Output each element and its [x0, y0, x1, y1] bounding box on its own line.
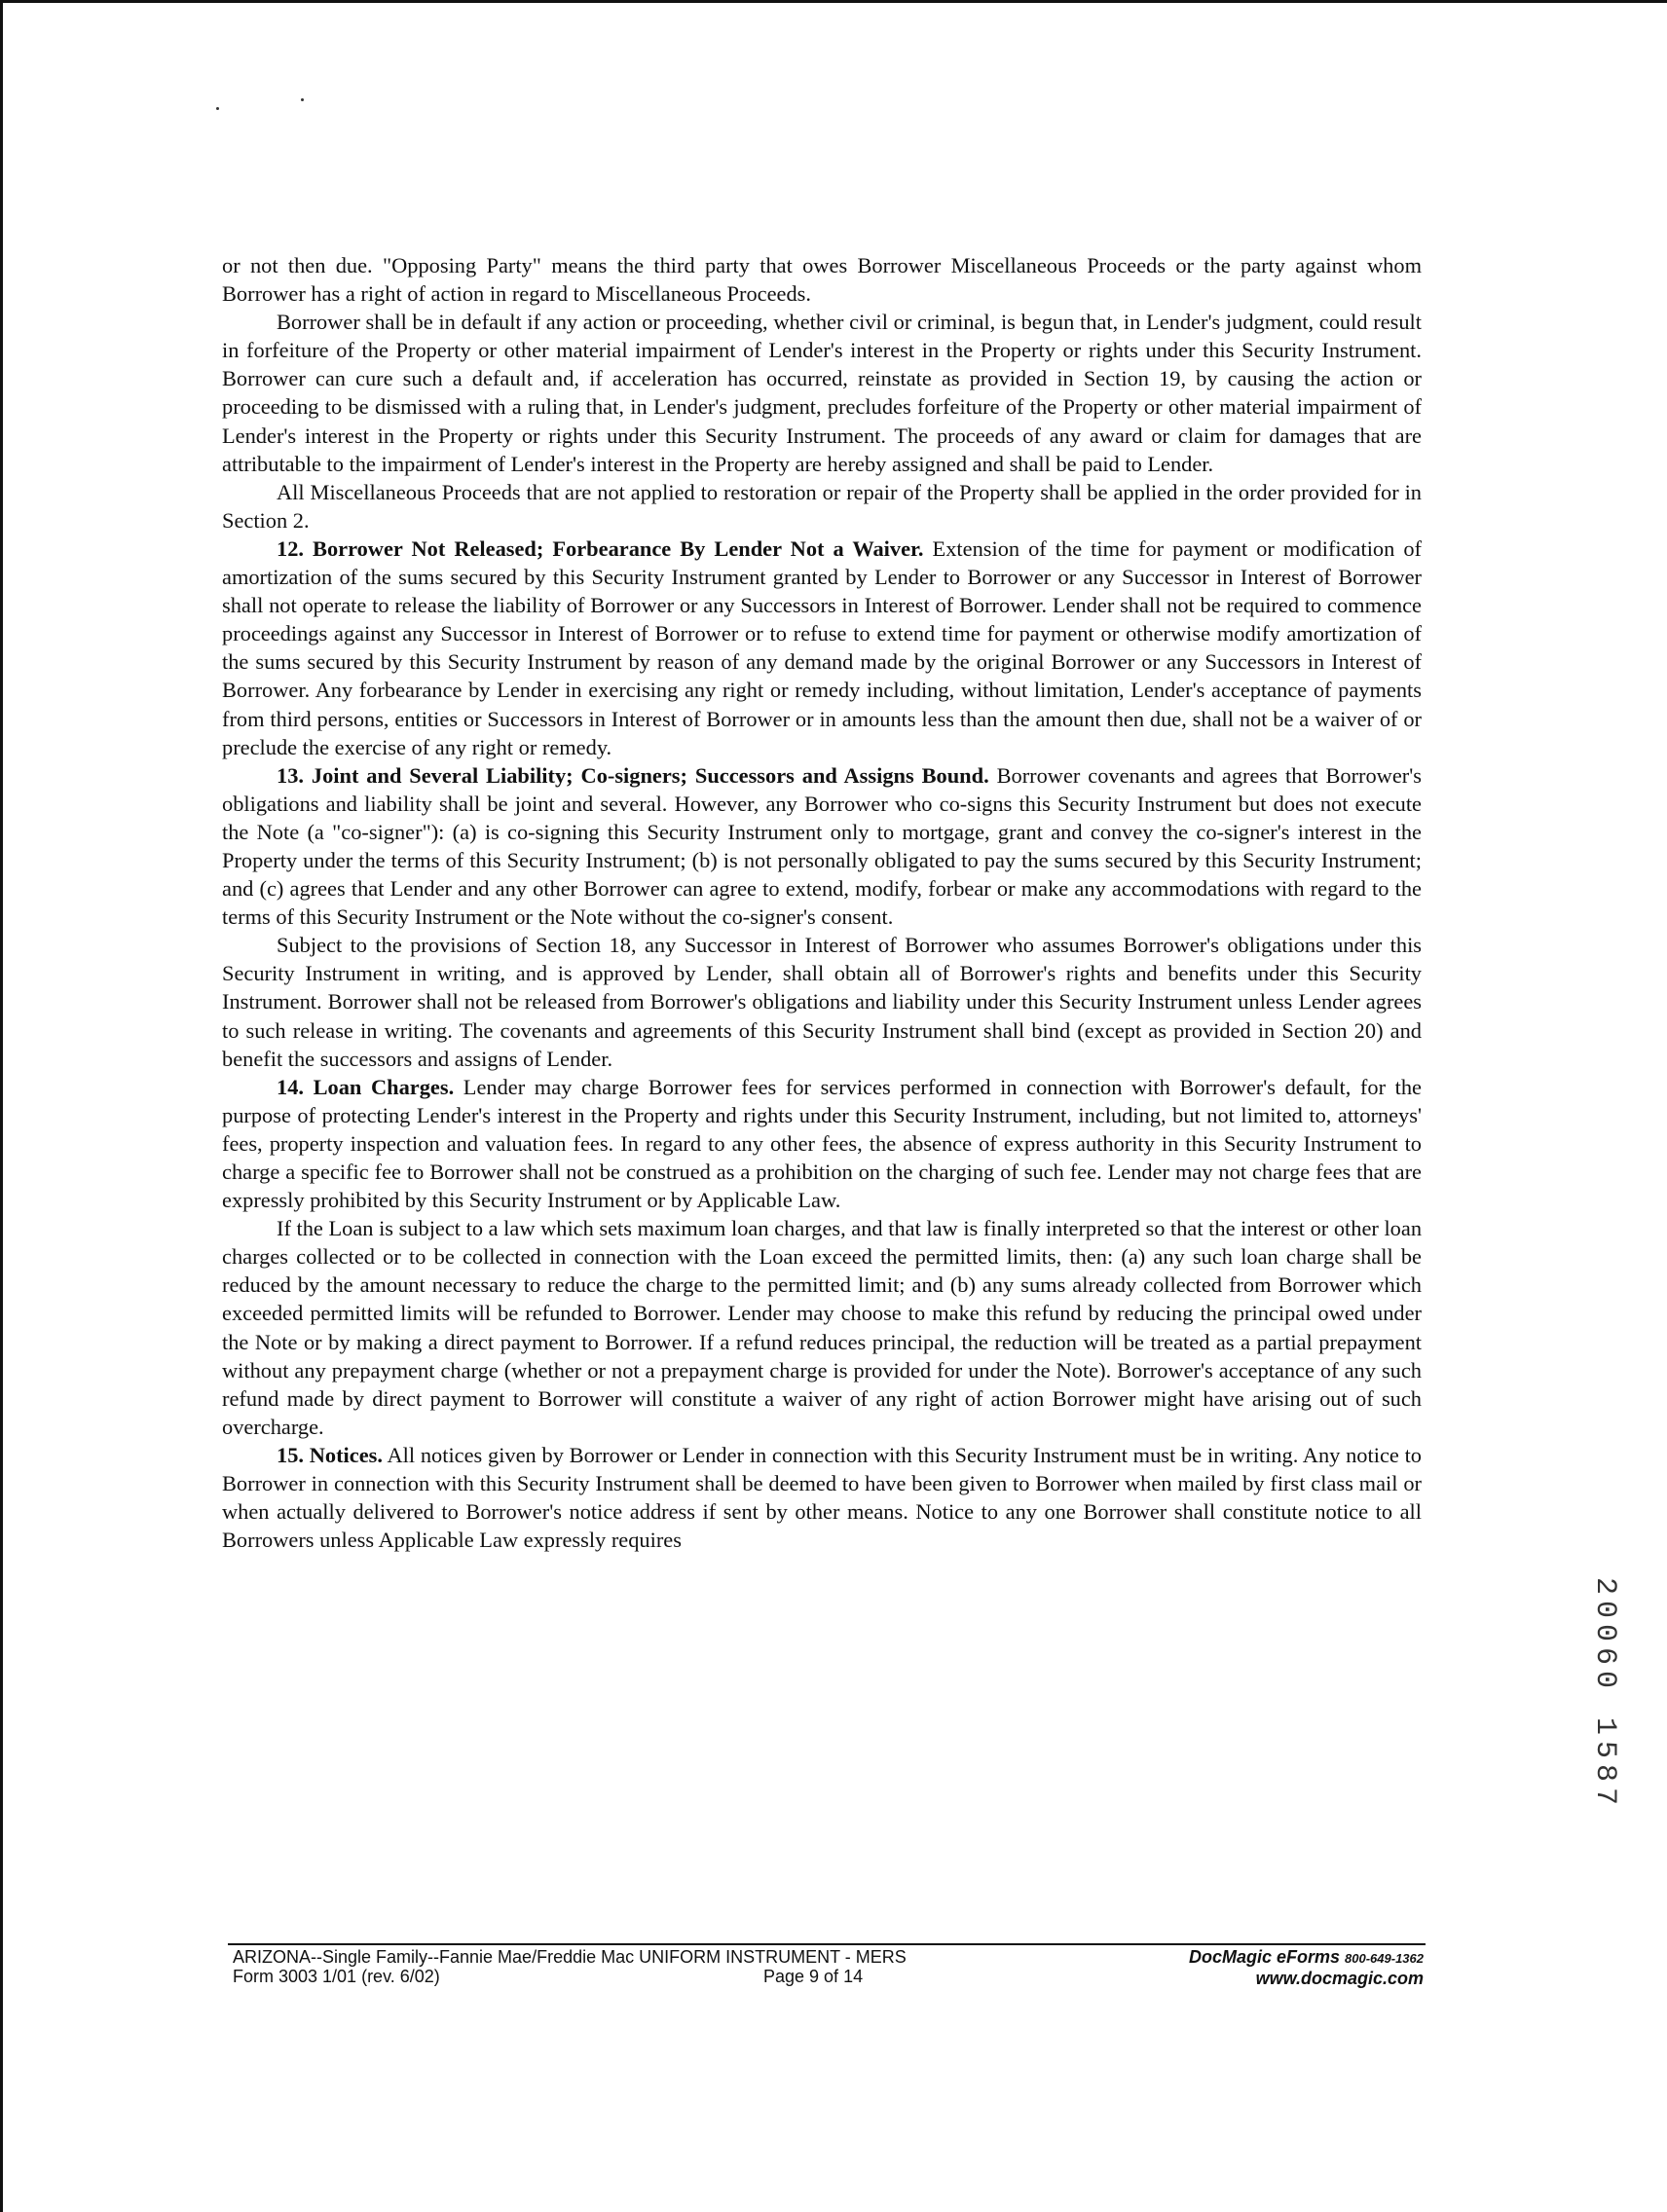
scan-top-edge: [0, 0, 1667, 3]
footer-form-info: [233, 1947, 914, 1986]
footer-line-2: [233, 1967, 914, 1986]
section-15-title: 15. Notices.: [277, 1442, 383, 1467]
section-13-title: 13. Joint and Several Liability; Co-signers; Successors and Assigns Bound.: [277, 762, 989, 788]
section-12-title: 12. Borrower Not Released; Forbearance By Lender Not a Waiver.: [277, 535, 924, 561]
brand-url: www.docmagic.com: [1255, 1969, 1424, 1988]
brand-phone: 800-649-1362: [1345, 1951, 1424, 1966]
paragraph-successors: Subject to the provisions of Section 18, any Successor in Interest of Borrower who assumes Borrower's obligations under this Security Instrument in writing, and is approved by Lender, shall obtain all of Borrower's rights and benefits under this Security Instrument. Borrower shall not be released from Borrower's obligations and liability under this Security Instrument unless Lender agrees to such release in writing. The covenants and agreements of this Security Instrument shall bind (except as provided in Section 20) and benefit the successors and assigns of Lender.: [222, 933, 1422, 1071]
brand-logo: DocMagic eForms: [1188, 1947, 1341, 1967]
paragraph-borrower-default: Borrower shall be in default if any action or proceeding, whether civil or criminal, is begun that, in Lender's judgment, could result in forfeiture of the Property or other material impairment of Lender's interest in the Property or rights under this Security Instrument. Borrower can cure such a default and, if acceleration has occurred, reinstate as provided in Section 19, by causing the action or proceeding to be dismissed with a ruling that, in Lender's judgment, precludes forfeiture of the Property or other material impairment of Lender's interest in the Property or rights under this Security Instrument. The proceeds of any award or claim for damages that are attributable to the impairment of Lender's interest in the Property are hereby assigned and shall be paid to Lender.: [222, 310, 1422, 476]
section-15-text: All notices given by Borrower or Lender in connection with this Security Instrument must be in writing. Any notice to Borrower in connection with this Security Instrument shall be deemed to have been given to Borrower when mailed by first class mail or when actually delivered to Borrower's notice address if sent by other means. Notice to any one Borrower shall constitute notice to all Borrowers unless Applicable Law expressly requires: [222, 1442, 1422, 1553]
section-13: [222, 761, 1422, 932]
footer-divider: [228, 1943, 1426, 1945]
section-12: [222, 535, 1422, 761]
paragraph-opposing-party: or not then due. "Opposing Party" means the third party that owes Borrower Miscellaneous Proceeds or the party against whom Borrower has a right of action in regard to Miscellaneous Proceeds.: [222, 253, 1422, 307]
section-15: [222, 1441, 1422, 1554]
document-body: [222, 251, 1422, 1554]
form-number: Form 3003 1/01 (rev. 6/02): [233, 1967, 440, 1986]
scan-speck: [301, 98, 304, 101]
paragraph-loan-charges-law: If the Loan is subject to a law which sets maximum loan charges, and that law is finally interpreted so that the interest or other loan charges collected or to be collected in connection with the Loan exceed the permitted limits, then: (a) any such loan charge shall be reduced by the amount necessary to reduce the charge to the permitted limit; and (b) any sums already collected from Borrower which exceeded permitted limits will be refunded to Borrower. Lender may choose to make this refund by reducing the principal owed under the Note or by making a direct payment to Borrower. If a refund reduces principal, the reduction will be treated as a partial prepayment without any prepayment charge (whether or not a prepayment charge is provided for under the Note). Borrower's acceptance of any such refund made by direct payment to Borrower will constitute a waiver of any right of action Borrower might have arising out of such overcharge.: [222, 1216, 1423, 1439]
section-12-text: Extension of the time for payment or modification of amortization of the sums secured by this Security Instrument granted by Lender to Borrower or any Successor in Interest of Borrower shall not operate to release the liability of Borrower or any Successors in Interest of Borrower. Lender shall not be required to commence proceedings against any Successor in Interest of Borrower or to refuse to extend time for payment or otherwise modify amortization of the sums secured by this Security Instrument by reason of any demand made by the original Borrower or any Successors in Interest of Borrower. Any forbearance by Lender in exercising any right or remedy including, without limitation, Lender's acceptance of payments from third persons, entities or Successors in Interest of Borrower or in amounts less than the amount then due, shall not be a waiver of or preclude the exercise of any right or remedy.: [222, 535, 1422, 759]
recording-stamp: [1585, 1558, 1624, 1830]
footer-brand: [1189, 1947, 1424, 1988]
section-14: [222, 1073, 1422, 1214]
scan-left-edge: [0, 0, 3, 2212]
form-title: ARIZONA--Single Family--Fannie Mae/Freddie Mac UNIFORM INSTRUMENT - MERS: [233, 1947, 907, 1967]
paragraph-misc-proceeds: All Miscellaneous Proceeds that are not applied to restoration or repair of the Property shall be applied in the order provided for in Section 2.: [222, 479, 1422, 533]
recording-number: 20060 1587: [1588, 1576, 1621, 1812]
scan-speck: [216, 107, 219, 110]
section-13-text: Borrower covenants and agrees that Borrower's obligations and liability shall be joint and several. However, any Borrower who co-signs this Security Instrument but does not execute the Note (a "co-signer"): (a) is co-signing this Security Instrument only to mortgage, grant and convey the co-signer's interest in the Property under the terms of this Security Instrument; (b) is not personally obligated to pay the sums secured by this Security Instrument; and (c) agrees that Lender and any other Borrower can agree to extend, modify, forbear or make any accommodations with regard to the terms of this Security Instrument or the Note without the co-signer's consent.: [222, 762, 1422, 930]
section-14-title: 14. Loan Charges.: [277, 1074, 455, 1099]
brand-line: [1189, 1947, 1424, 1969]
section-14-text: Lender may charge Borrower fees for services performed in connection with Borrower's default, for the purpose of protecting Lender's interest in the Property and rights under this Security Instrument, including, but not limited to, attorneys' fees, property inspection and valuation fees. In regard to any other fees, the absence of express authority in this Security Instrument to charge a specific fee to Borrower shall not be construed as a prohibition on the charging of such fee. Lender may not charge fees that are expressly prohibited by this Security Instrument or by Applicable Law.: [222, 1074, 1422, 1213]
page-number: Page 9 of 14: [763, 1967, 864, 1986]
